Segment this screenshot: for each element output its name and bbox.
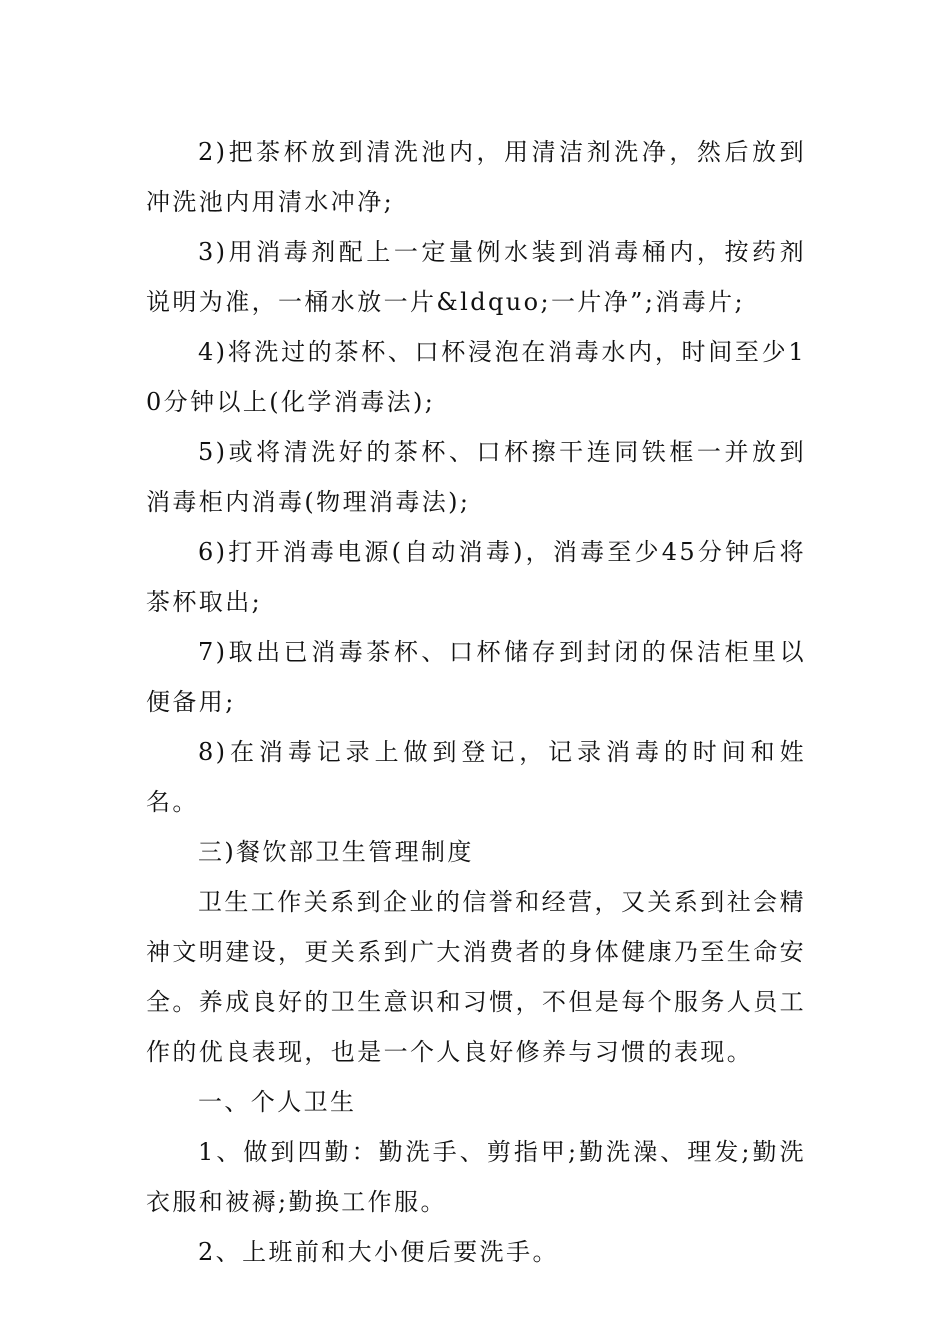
paragraph-power-on: 6)打开消毒电源(自动消毒)，消毒至少45分钟后将茶杯取出; [146, 538, 806, 616]
paragraph-disinfectant-mix: 3)用消毒剂配上一定量例水装到消毒桶内，按药剂说明为准，一桶水放一片&ldquo;一片净”;消毒片; [146, 238, 806, 316]
section-heading-hygiene-policy: 三)餐饮部卫生管理制度 [198, 838, 474, 866]
document-body [146, 127, 806, 1277]
subheading-personal-hygiene: 一、个人卫生 [198, 1088, 357, 1116]
paragraph-hygiene-importance: 卫生工作关系到企业的信誉和经营，又关系到社会精神文明建设，更关系到广大消费者的身体健康乃至生命安全。养成良好的卫生意识和习惯，不但是每个服务人员工作的优良表现，也是一个人良好修养与习惯的表现。 [146, 888, 806, 1066]
paragraph-record: 8)在消毒记录上做到登记，记录消毒的时间和姓名。 [146, 738, 806, 816]
paragraph-physical-disinfection: 5)或将清洗好的茶杯、口杯擦干连同铁框一并放到消毒柜内消毒(物理消毒法); [146, 438, 806, 516]
paragraph-chemical-disinfection: 4)将洗过的茶杯、口杯浸泡在消毒水内，时间至少10分钟以上(化学消毒法); [146, 338, 806, 416]
paragraph-storage: 7)取出已消毒茶杯、口杯储存到封闭的保洁柜里以便备用; [146, 638, 806, 716]
paragraph-cup-cleaning: 2)把茶杯放到清洗池内，用清洁剂洗净，然后放到冲洗池内用清水冲净; [146, 138, 806, 216]
paragraph-four-diligences: 1、做到四勤：勤洗手、剪指甲;勤洗澡、理发;勤洗衣服和被褥;勤换工作服。 [146, 1138, 806, 1216]
paragraph-wash-hands: 2、上班前和大小便后要洗手。 [198, 1238, 559, 1266]
